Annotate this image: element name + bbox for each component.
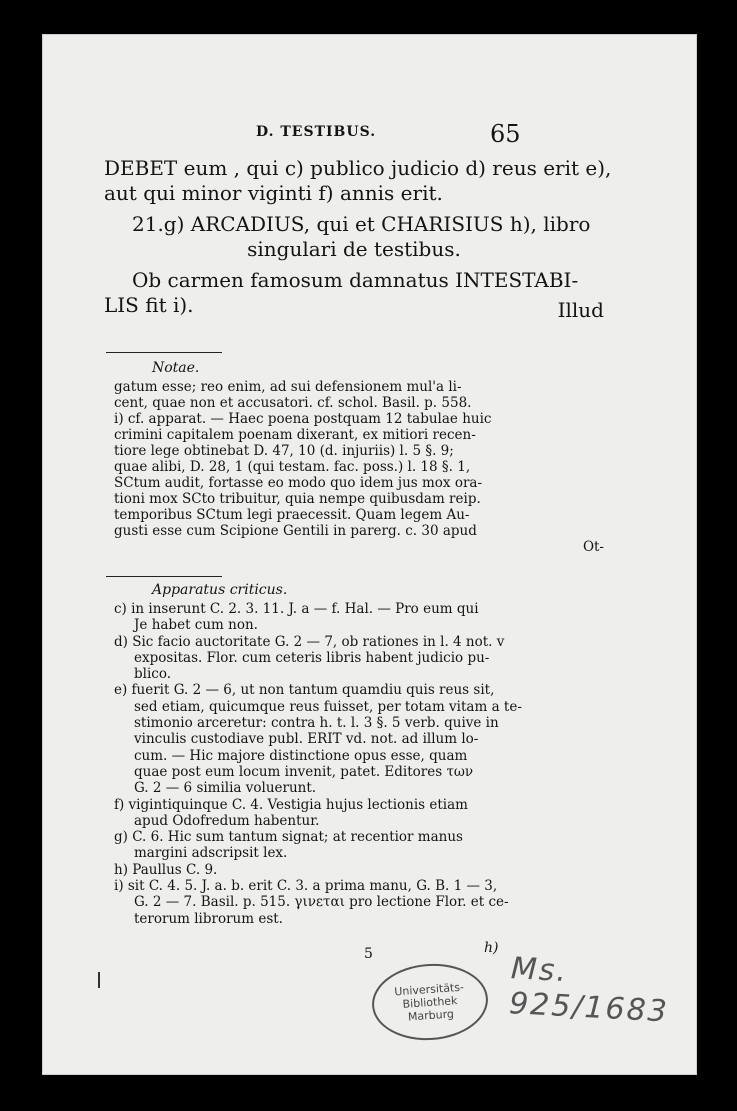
page-number: 65 [490,120,521,148]
apparatus-line: g) C. 6. Hic sum tantum signat; at recentior manus [114,829,463,846]
apparatus-text [114,601,606,927]
apparatus-rule [106,576,222,577]
margin-mark [98,972,100,988]
note-line: SCtum audit, fortasse eo modo quo idem jus mox ora- [114,475,483,491]
notes-rule [106,352,222,353]
note-line: temporibus SCtum legi praecessit. Quam legem Au- [114,507,470,523]
apparatus-line: blico. [134,666,172,683]
shelfmark: Ms. 925/1683 [508,951,670,1030]
library-stamp [369,960,490,1044]
main-line: LIS fit i). [104,293,194,317]
notes-text [114,379,604,555]
note-line: gusti esse cum Scipione Gentili in parerg. c. 30 apud [114,523,477,539]
note-line: crimini capitalem poenam dixerant, ex mitiori recen- [114,427,476,443]
apparatus-line: terorum librorum est. [134,910,283,927]
stamp-line: Bibliothek [402,993,458,1011]
main-line: DEBET eum , qui c) publico judicio d) reus erit e), [104,156,612,180]
apparatus-line: stimonio arceretur: contra h. t. l. 3 §. 5 verb. quive in [134,715,499,732]
main-line: singulari de testibus. [247,237,461,261]
main-line: Illud [557,298,604,322]
apparatus-line: h) Paullus C. 9. [114,861,218,878]
apparatus-line: sed etiam, quicumque reus fuisset, per totam vitam a te- [134,698,522,715]
apparatus-line: G. 2 — 6 similia voluerunt. [134,780,317,797]
note-line: gatum esse; reo enim, ad sui defensionem mul'a li- [114,379,462,395]
apparatus-line: f) vigintiquinque C. 4. Vestigia hujus lectionis etiam [114,796,468,813]
note-line: quae alibi, D. 28, 1 (qui testam. fac. poss.) l. 18 §. 1, [114,459,471,475]
stamp-line: Universitäts- [393,980,465,998]
note-line: Ot- [582,539,604,555]
apparatus-heading: Apparatus criticus. [152,582,288,598]
apparatus-line: G. 2 — 7. Basil. p. 515. γινεται pro lectione Flor. et ce- [134,894,509,911]
note-line: i) cf. apparat. — Haec poena postquam 12 tabulae huic [114,411,492,427]
note-line: tiore lege obtinebat D. 47, 10 (d. injuriis) l. 5 §. 9; [114,443,454,459]
note-line: cent, quae non et accusatori. cf. schol. Basil. p. 558. [114,395,472,411]
main-line: 21.g) ARCADIUS, qui et CHARISIUS h), libro [132,212,591,236]
notes-heading: Notae. [152,360,200,376]
main-line: aut qui minor viginti f) annis erit. [104,181,443,205]
apparatus-line: margini adscripsit lex. [134,845,288,862]
apparatus-line: Je habet cum non. [134,617,258,634]
note-line: tioni mox SCto tribuitur, quia nempe quibusdam reip. [114,491,481,507]
stamp-line: Marburg [407,1006,455,1024]
main-text [104,156,612,323]
main-line: Ob carmen famosum damnatus INTESTABI- [132,268,579,292]
apparatus-line: quae post eum locum invenit, patet. Editores των [134,763,474,780]
book-page [42,34,697,1075]
apparatus-line: expositas. Flor. cum ceteris libris habent judicio pu- [134,649,490,666]
apparatus-line: c) in inserunt C. 2. 3. 11. J. a — f. Hal. — Pro eum qui [114,601,479,617]
apparatus-line: vinculis custodiave publ. ERIT vd. not. ad illum lo- [134,731,479,748]
catchword: h) [484,940,499,956]
apparatus-line: i) sit C. 4. 5. J. a. b. erit C. 3. a prima manu, G. B. 1 — 3, [114,878,498,895]
apparatus-line: apud Odofredum habentur. [134,812,320,829]
apparatus-line: d) Sic facio auctoritate G. 2 — 7, ob rationes in l. 4 not. v [114,633,505,650]
apparatus-line: e) fuerit G. 2 — 6, ut non tantum quamdiu quis reus sit, [114,682,495,699]
running-title: D. TESTIBUS. [256,124,377,140]
apparatus-line: cum. — Hic majore distinctione opus esse, quam [134,747,468,764]
signature-mark: 5 [364,946,373,962]
